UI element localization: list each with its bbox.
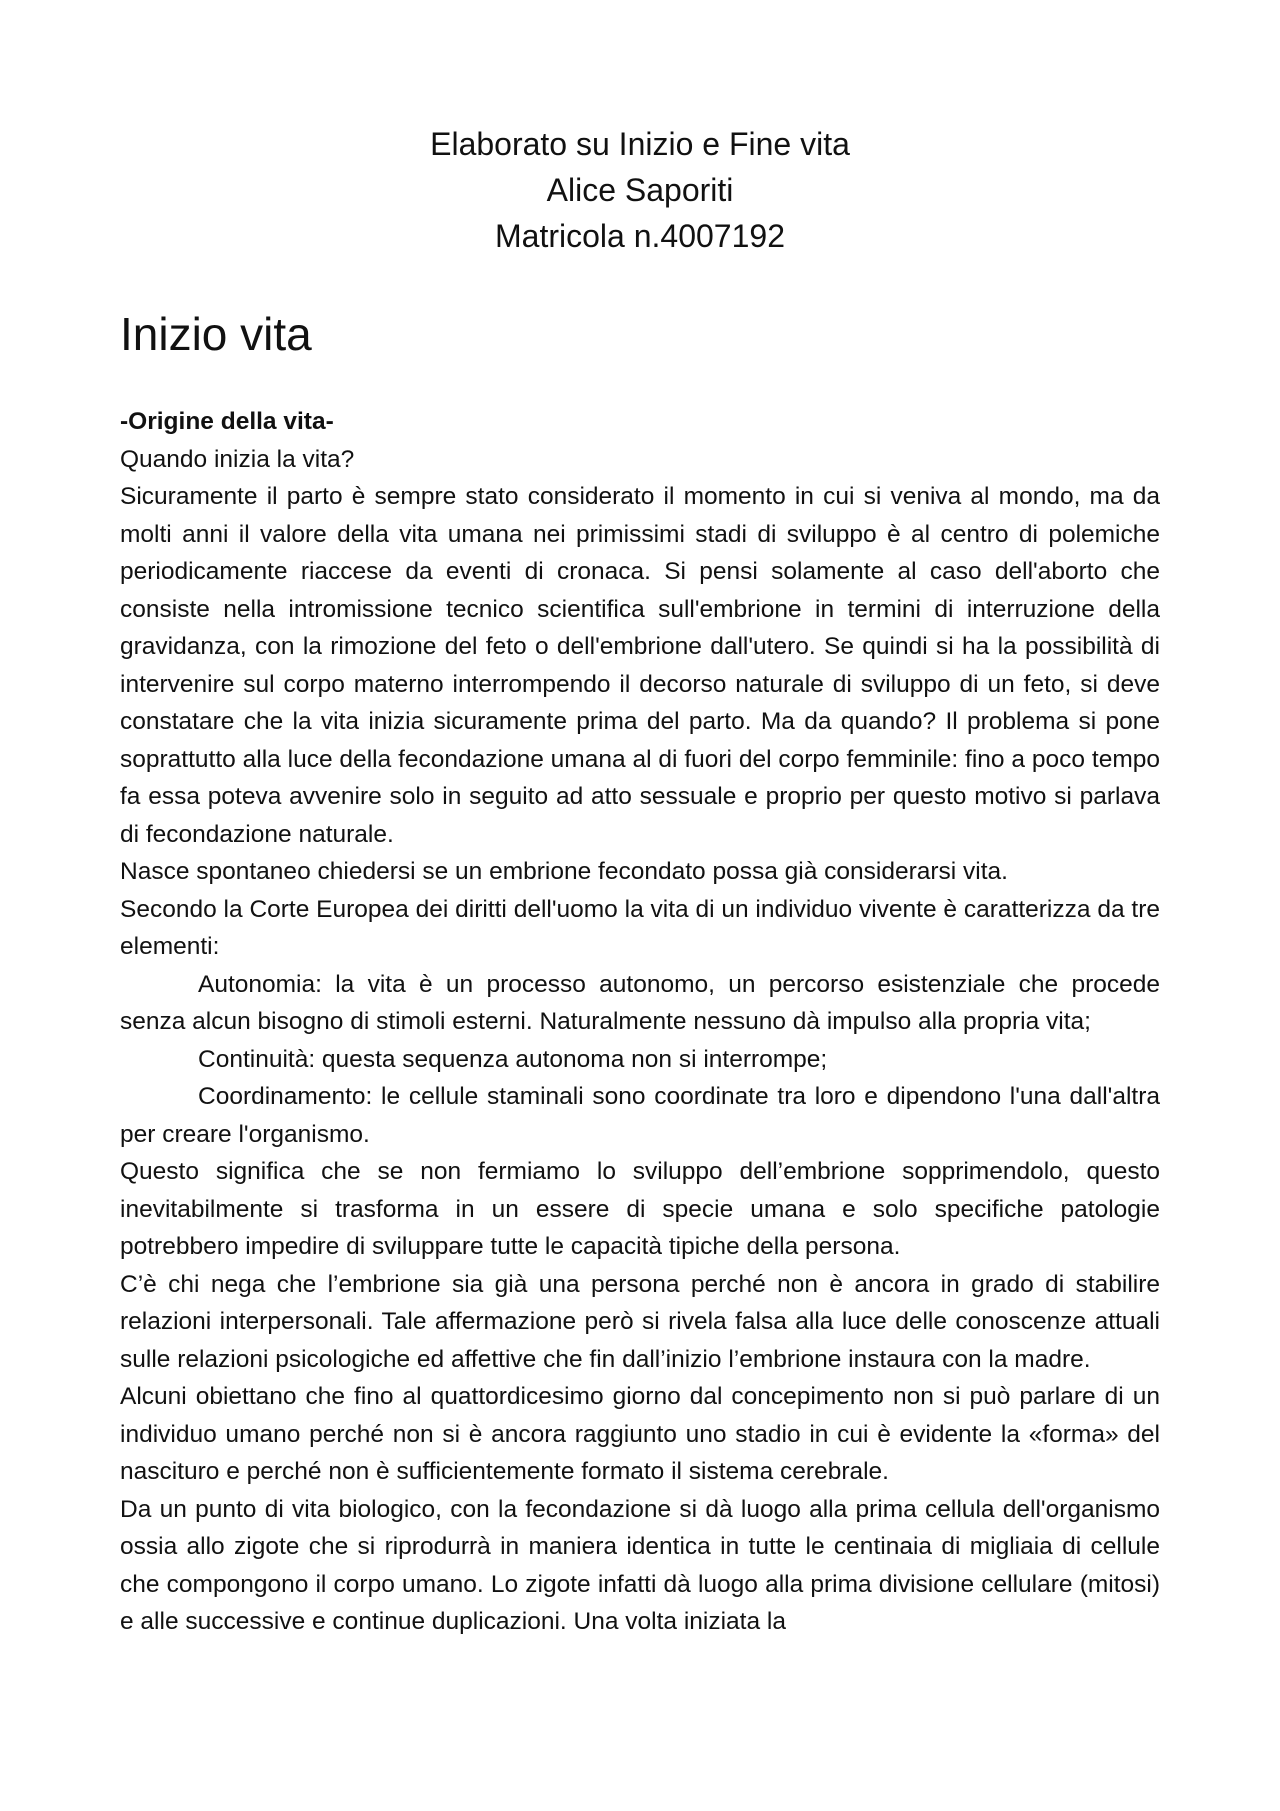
body-text bbox=[120, 403, 1160, 1641]
document-title: Elaborato su Inizio e Fine vita bbox=[430, 126, 850, 162]
paragraph: Questo significa che se non fermiamo lo sviluppo dell’embrione sopprimendolo, questo inevitabilmente si trasforma in un essere di specie umana e solo specifiche patologie potrebbero impedire di sviluppare tutte le capacità tipiche della persona. bbox=[120, 1158, 1160, 1260]
paragraph: Secondo la Corte Europea dei diritti dell'uomo la vita di un individuo vivente è caratterizza da tre elementi: bbox=[120, 895, 1160, 960]
author-name: Alice Saporiti bbox=[546, 172, 734, 208]
paragraph: Nasce spontaneo chiedersi se un embrione fecondato possa già considerarsi vita. bbox=[120, 858, 1008, 885]
paragraph: C’è chi nega che l’embrione sia già una persona perché non è ancora in grado di stabilire relazioni interpersonali. Tale affermazione però si rivela falsa alla luce delle conoscenze attuali sulle relazioni psicologiche ed affettive che fin dall’inizio l’embrione instaura con la madre. bbox=[120, 1270, 1160, 1373]
document-header bbox=[0, 121, 1280, 259]
list-item: Coordinamento: le cellule staminali sono coordinate tra loro e dipendono l'una dall'altra per creare l'organismo. bbox=[120, 1083, 1160, 1148]
paragraph: Quando inizia la vita? bbox=[120, 445, 355, 473]
list-item: Autonomia: la vita è un processo autonomo, un percorso esistenziale che procede senza alcun bisogno di stimoli esterni. Naturalmente nessuno dà impulso alla propria vita; bbox=[120, 970, 1160, 1035]
list-item: Continuità: questa sequenza autonoma non si interrompe; bbox=[198, 1045, 828, 1073]
student-id: Matricola n.4007192 bbox=[495, 218, 785, 254]
paragraph: Alcuni obiettano che fino al quattordicesimo giorno dal concepimento non si può parlare di un individuo umano perché non si è ancora raggiunto uno stadio in cui è evidente la «forma» del nascituro e perché non è sufficientemente formato il sistema cerebrale. bbox=[120, 1383, 1160, 1485]
subheading: -Origine della vita- bbox=[120, 408, 334, 435]
paragraph: Da un punto di vita biologico, con la fecondazione si dà luogo alla prima cellula dell'organismo ossia allo zigote che si riprodurrà in maniera identica in tutte le centinaia di migliaia di cellule che compongono il corpo umano. Lo zigote infatti dà luogo alla prima divisione cellulare (mitosi) e alle successive e continue duplicazioni. Una volta iniziata la bbox=[120, 1495, 1160, 1635]
paragraph: Sicuramente il parto è sempre stato considerato il momento in cui si veniva al mondo, ma da molti anni il valore della vita umana nei primissimi stadi di sviluppo è al centro di polemiche periodicamente riaccese da eventi di cronaca. Si pensi solamente al caso dell'aborto che consiste nella intromissione tecnico scientifica sull'embrione in termini di interruzione della gravidanza, con la rimozione del feto o dell'embrione dall'utero. Se quindi si ha la possibilità di intervenire sul corpo materno interrompendo il decorso naturale di sviluppo di un feto, si deve constatare che la vita inizia sicuramente prima del parto. Ma da quando? Il problema si pone soprattutto alla luce della fecondazione umana al di fuori del corpo femminile: fino a poco tempo fa essa poteva avvenire solo in seguito ad atto sessuale e proprio per questo motivo si parlava di fecondazione naturale. bbox=[120, 483, 1160, 848]
section-title: Inizio vita bbox=[120, 308, 312, 360]
